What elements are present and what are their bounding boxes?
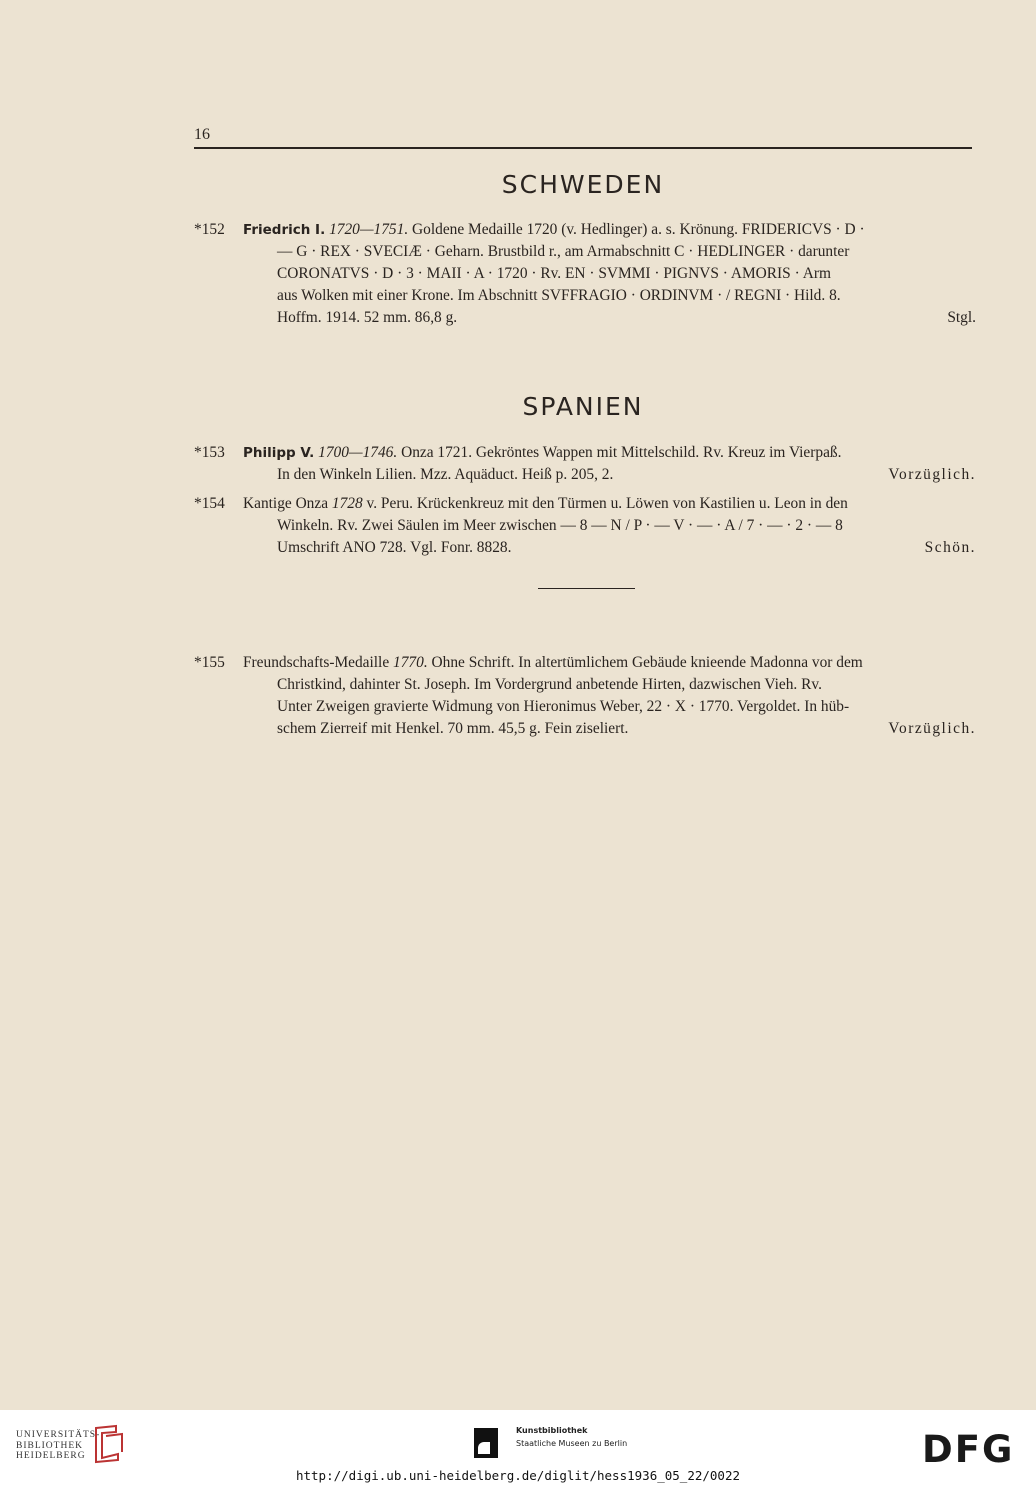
permalink-url[interactable]: http://digi.ub.uni-heidelberg.de/diglit/hess1936_05_22/0022 — [295, 1468, 740, 1483]
entry-ruler: Friedrich I. — [243, 222, 326, 238]
entry-number: *153 — [194, 444, 225, 461]
entry-line: schem Zierreif mit Henkel. 70 mm. 45,5 g. Fein ziseliert. — [277, 720, 629, 737]
library-name-line: UNIVERSITÄTS- — [16, 1430, 101, 1440]
kb-name: Kunstbibliothek — [516, 1426, 588, 1435]
section-separator — [538, 588, 635, 589]
entry-line: Christkind, dahinter St. Joseph. Im Vordergrund anbetende Hirten, dazwischen Vieh. Rv. — [277, 676, 822, 693]
entry-ruler: Philipp V. — [243, 445, 315, 461]
header-rule — [194, 147, 972, 149]
library-name-line: BIBLIOTHEK — [16, 1440, 83, 1451]
entry-line: In den Winkeln Lilien. Mzz. Aquäduct. Heiß p. 205, 2. — [277, 466, 614, 483]
entry-text: Goldene Medaille 1720 (v. Hedlinger) a. s. Krönung. FRIDERICVS · D · — [412, 221, 865, 238]
entry-line: CORONATVS · D · 3 · MAII · A · 1720 · Rv. EN · SVMMI · PIGNVS · AMORIS · Arm — [277, 265, 831, 282]
entry-dates: 1700—1746. — [318, 444, 398, 461]
entry-dates: 1720—1751. — [329, 221, 409, 238]
catalog-entry-154 — [194, 493, 976, 559]
entry-text: Freundschafts-Medaille — [243, 654, 390, 671]
dfg-logo[interactable]: DFG — [922, 1428, 1015, 1471]
entry-text: Kantige Onza — [243, 495, 329, 512]
kb-subtitle: Staatliche Museen zu Berlin — [516, 1439, 628, 1448]
entry-grade: Vorzüglich. — [888, 720, 976, 737]
entry-number: *154 — [194, 495, 225, 512]
entry-line: Unter Zweigen gravierte Widmung von Hieronimus Weber, 22 · X · 1770. Vergoldet. In hüb- — [277, 698, 850, 715]
entry-grade: Schön. — [924, 539, 976, 556]
library-name-line: HEIDELBERG — [16, 1451, 86, 1461]
page-number: 16 — [194, 126, 210, 143]
entry-text: v. Peru. Krückenkreuz mit den Türmen u. Löwen von Kastilien u. Leon in den — [366, 495, 848, 512]
entry-line: aus Wolken mit einer Krone. Im Abschnitt SVFFRAGIO · ORDINVM · / REGNI · Hild. 8. — [277, 287, 841, 304]
entry-year: 1770. — [393, 654, 428, 671]
catalog-entry-155 — [194, 652, 976, 740]
heidelberg-library-logo[interactable] — [16, 1430, 100, 1462]
section-heading-spanien: SPANIEN — [522, 392, 644, 421]
kunstbibliothek-eagle-icon — [474, 1428, 498, 1458]
entry-number: *155 — [194, 654, 225, 671]
entry-line: — G · REX · SVECIÆ · Geharn. Brustbild r., am Armabschnitt C · HEDLINGER · darunter — [277, 243, 850, 260]
entry-line: Hoffm. 1914. 52 mm. 86,8 g. — [277, 309, 458, 326]
section-heading-schweden: SCHWEDEN — [501, 170, 665, 199]
entry-text: Onza 1721. Gekröntes Wappen mit Mittelschild. Rv. Kreuz im Vierpaß. — [401, 444, 842, 461]
entry-grade: Stgl. — [947, 309, 976, 326]
entry-number: *152 — [194, 221, 225, 238]
catalog-entry-153 — [194, 442, 976, 486]
kunstbibliothek-logo[interactable] — [516, 1424, 627, 1450]
entry-line: Umschrift ANO 728. Vgl. Fonr. 8828. — [277, 539, 512, 556]
entry-grade: Vorzüglich. — [888, 466, 976, 483]
entry-text: Ohne Schrift. In altertümlichem Gebäude knieende Madonna vor dem — [431, 654, 863, 671]
entry-line: Winkeln. Rv. Zwei Säulen im Meer zwischen — 8 — N / P · — V · — · A / 7 · — · 2 · — 8 — [277, 517, 843, 534]
library-emblem-icon — [92, 1424, 126, 1464]
digitization-footer — [0, 1410, 1036, 1485]
catalog-entry-152 — [194, 219, 976, 329]
entry-year: 1728 — [331, 495, 363, 512]
